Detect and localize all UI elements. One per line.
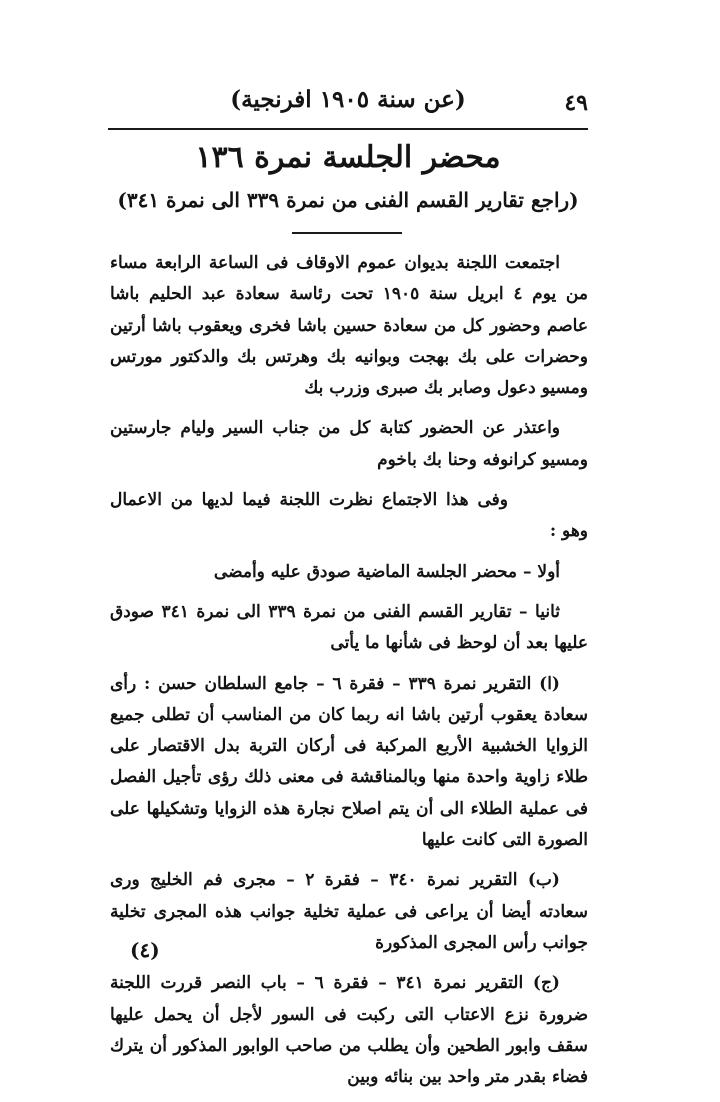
title-rule: [292, 232, 402, 234]
paragraph-item-first: أولا – محضر الجلسة الماضية صودق عليه وأمضى: [213, 561, 560, 582]
paragraph-item-second: ثانيا – تقارير القسم الفنى من نمرة ٣٣٩ الى نمرة ٣٤١ صودق عليها بعد أن لوحظ فى شأنها ما يأتى: [110, 601, 588, 654]
session-title: محضر الجلسة نمرة ١٣٦: [195, 140, 501, 175]
signature-folio: (٤): [130, 938, 160, 962]
session-subtitle: (راجع تقارير القسم الفنى من نمرة ٣٣٩ الى نمرة ٣٤١): [117, 188, 579, 212]
page-header: [108, 82, 588, 128]
paragraph-report-c: (ج) التقرير نمرة ٣٤١ – فقرة ٦ – باب النصر قررت اللجنة ضرورة نزع الاعتاب التى ركبت فى السور لأجل أن يحمل عليها سقف وابور الطحين وأن يطلب من صاحب الوابور المذكور أن يترك فضاء بقدر متر واحد بين بنائه وبين: [110, 973, 588, 1088]
running-head: (عن سنة ١٩٠٥ افرنجية): [230, 86, 466, 113]
header-rule: [108, 128, 588, 130]
page-number: ٤٩: [564, 90, 588, 116]
paragraph-agenda-intro: وفى هذا الاجتماع نظرت اللجنة فيما لديها من الاعمال وهو :: [110, 490, 588, 542]
paragraph-report-b: (ب) التقرير نمرة ٣٤٠ – فقرة ٢ – مجرى فم الخليج ورى سعادته أيضا أن يراعى فى عملية تخلية جوانب هذه المجرى تخلية جوانب رأس المجرى المذكورة: [110, 870, 588, 953]
body-text: [110, 248, 588, 1102]
paragraph-apologies: واعتذر عن الحضور كتابة كل من جناب السير وليام جارستين ومسيو كرانوفه وحنا بك باخوم: [110, 418, 588, 470]
paragraph-attendance: اجتمعت اللجنة بديوان عموم الاوقاف فى الساعة الرابعة مساء من يوم ٤ ابريل سنة ١٩٠٥ تحت رئاسة سعادة عبد الحليم باشا عاصم وحضور كل من سعادة حسين باشا فخرى ويعقوب باشا أرتين وحضرات على بك بهجت وبوانيه بك وهرتس بك والدكتور مورتس ومسيو دعول وصابر بك صبرى وزرب بك: [110, 253, 588, 399]
paragraph-report-a: (ا) التقرير نمرة ٣٣٩ – فقرة ٦ – جامع السلطان حسن : رأى سعادة يعقوب أرتين باشا انه ربما كان من المناسب أن تطلى جميع الزوايا الخشبية الأربع المركبة فى أركان التربة بدل الاقتصار على طلاء زاوية واحدة منها وبالمناقشة فى معنى ذلك رؤى تأجيل الفصل فى عملية الطلاء الى أن يتم اصلاح نجارة هذه الزوايا وتشكيلها على الصورة التى كانت عليها: [110, 673, 588, 851]
